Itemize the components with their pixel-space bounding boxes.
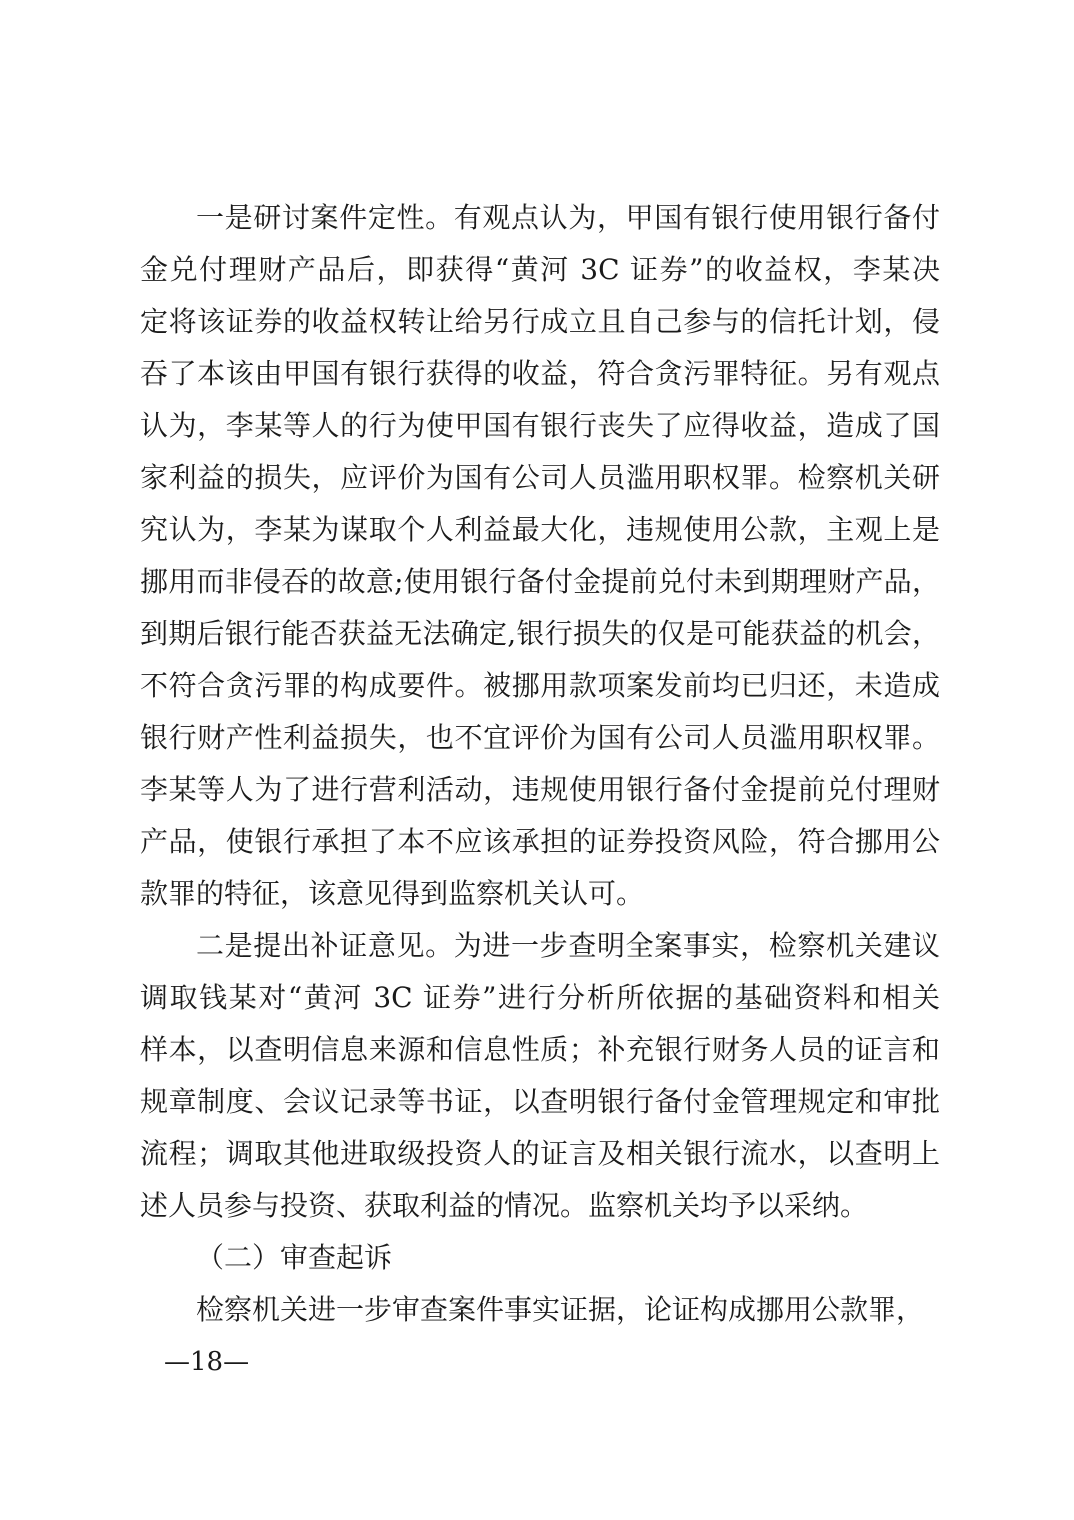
paragraph-1-line-10: 不符合贪污罪的构成要件。被挪用款项案发前均已归还，未造成 <box>140 669 940 702</box>
paragraph-1-line-6: 家利益的损失，应评价为国有公司人员滥用职权罪。检察机关研 <box>140 461 940 494</box>
paragraph-1-line-8: 挪用而非侵吞的故意;使用银行备付金提前兑付未到期理财产品， <box>140 565 940 598</box>
page-number: —18— <box>164 1347 250 1377</box>
paragraph-2-line-2: 调取钱某对“黄河 3C 证券”进行分析所依据的基础资料和相关 <box>140 981 940 1014</box>
paragraph-1-line-13: 产品，使银行承担了本不应该承担的证券投资风险，符合挪用公 <box>140 825 940 858</box>
paragraph-1-line-12: 李某等人为了进行营利活动，违规使用银行备付金提前兑付理财 <box>140 773 940 806</box>
paragraph-1-line-5: 认为，李某等人的行为使甲国有银行丧失了应得收益，造成了国 <box>140 409 940 442</box>
paragraph-3-line-1: 检察机关进一步审查案件事实证据，论证构成挪用公款罪， <box>196 1293 925 1326</box>
paragraph-1-line-3: 定将该证券的收益权转让给另行成立且自己参与的信托计划，侵 <box>140 305 940 338</box>
paragraph-1-line-9: 到期后银行能否获益无法确定,银行损失的仅是可能获益的机会， <box>140 617 940 650</box>
paragraph-1-line-11: 银行财产性利益损失，也不宜评价为国有公司人员滥用职权罪。 <box>140 721 940 754</box>
paragraph-1-line-1: 一是研讨案件定性。有观点认为，甲国有银行使用银行备付 <box>196 201 940 234</box>
paragraph-2-line-6: 述人员参与投资、获取利益的情况。监察机关均予以采纳。 <box>140 1189 869 1222</box>
section-heading: （二）审查起诉 <box>196 1241 393 1274</box>
paragraph-2-line-5: 流程；调取其他进取级投资人的证言及相关银行流水，以查明上 <box>140 1137 940 1170</box>
paragraph-2-line-1: 二是提出补证意见。为进一步查明全案事实，检察机关建议 <box>196 929 940 962</box>
paragraph-1-line-14: 款罪的特征，该意见得到监察机关认可。 <box>140 877 645 910</box>
paragraph-2-line-3: 样本，以查明信息来源和信息性质；补充银行财务人员的证言和 <box>140 1033 940 1066</box>
paragraph-1-line-2: 金兑付理财产品后，即获得“黄河 3C 证券”的收益权，李某决 <box>140 253 940 286</box>
paragraph-1-line-4: 吞了本该由甲国有银行获得的收益，符合贪污罪特征。另有观点 <box>140 357 940 390</box>
paragraph-2-line-4: 规章制度、会议记录等书证，以查明银行备付金管理规定和审批 <box>140 1085 940 1118</box>
paragraph-1-line-7: 究认为，李某为谋取个人利益最大化，违规使用公款，主观上是 <box>140 513 940 546</box>
